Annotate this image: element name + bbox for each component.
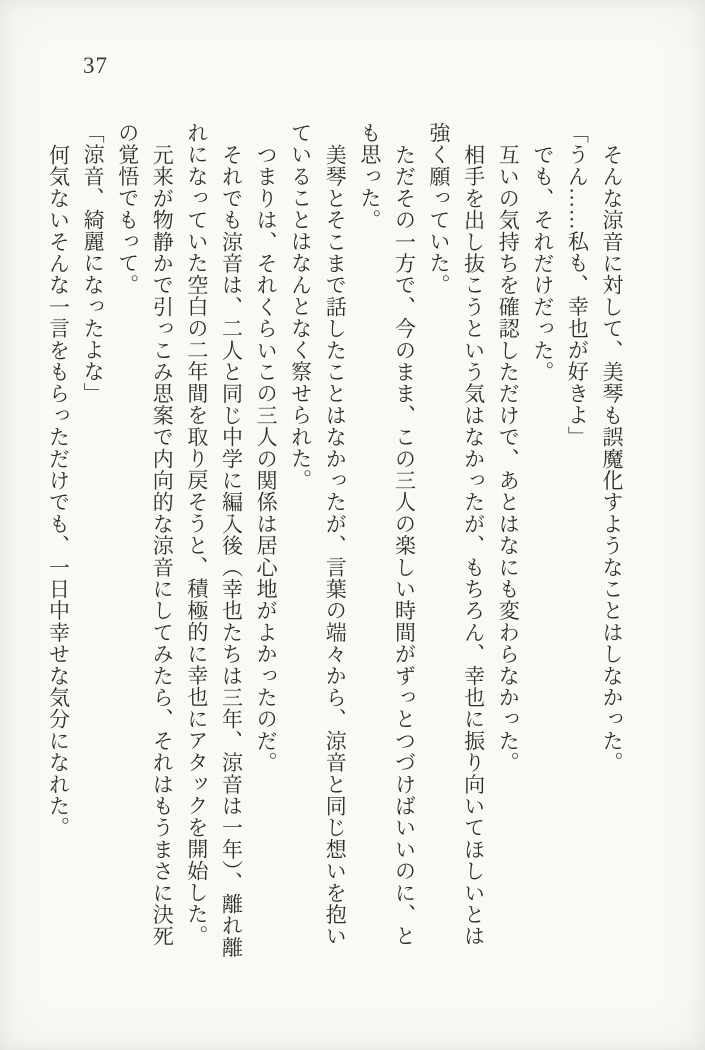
text-line: それでも涼音は、二人と同じ中学に編入後（幸也たちは三年、涼音は一年）、離れ離	[219, 143, 244, 958]
text-line: も思った。	[357, 122, 382, 231]
text-line: 「うん……私も、幸也が好きよ」	[565, 122, 590, 448]
text-line: 何気ないそんな一言をもらっただけでも、一日中幸せな気分になれた。	[46, 143, 71, 839]
text-line: 相手を出し抜こうという気はなかったが、もちろん、幸也に振り向いてほしいとは	[461, 143, 486, 947]
text-line: 美琴とそこまで話したことはなかったが、言葉の端々から、涼音と同じ想いを抱い	[323, 143, 348, 947]
page-number: 37	[83, 53, 108, 78]
text-line: 互いの気持ちを確認しただけで、あとはなにも変わらなかった。	[496, 143, 521, 773]
text-line: 「涼音、綺麗になったよな」	[81, 122, 106, 405]
body-text	[41, 122, 629, 974]
text-line: でも、それだけだった。	[530, 143, 555, 383]
text-line: つまりは、それくらいこの三人の関係は居心地がよかったのだ。	[254, 143, 279, 773]
text-line: れになっていた空白の二年間を取り戻そうと、積極的に幸也にアタックを開始した。	[184, 122, 209, 947]
text-line: ただその一方で、今のまま、この三人の楽しい時間がずっとつづけばいいのに、と	[392, 143, 417, 947]
text-line: そんな涼音に対して、美琴も誤魔化すようなことはしなかった。	[600, 143, 624, 773]
text-line: ていることはなんとなく察せられた。	[288, 122, 313, 491]
text-line: 元来が物静かで引っこみ思案で内向的な涼音にしてみたら、それはもうまさに決死	[150, 143, 175, 947]
text-line: 強く願っていた。	[427, 122, 452, 296]
text-line: の覚悟でもって。	[115, 122, 140, 296]
